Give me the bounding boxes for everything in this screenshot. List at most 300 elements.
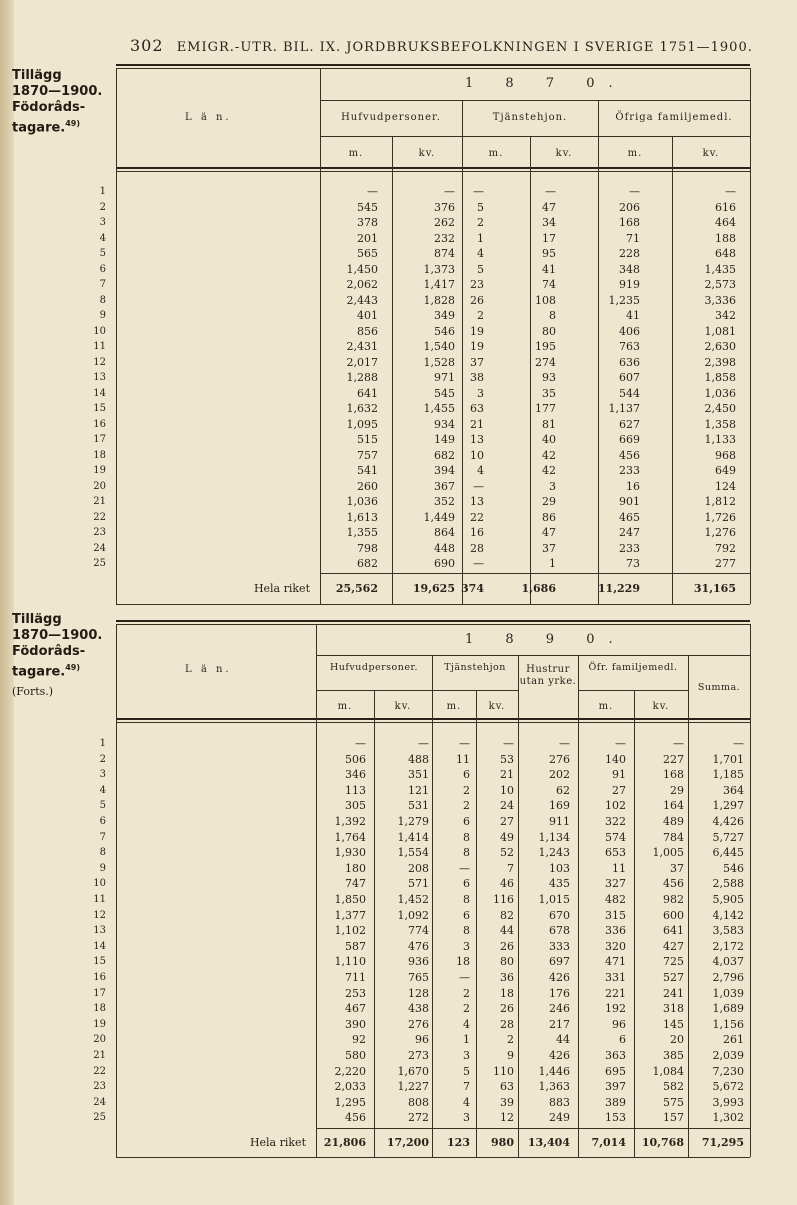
group-header: Hufvudpersoner.: [341, 112, 441, 123]
table-row: [0, 526, 797, 540]
value-cell: 18: [500, 986, 514, 1000]
sub-header: kv.: [488, 701, 506, 712]
value-cell: 1,227: [397, 1080, 429, 1094]
value-cell: 62: [556, 783, 570, 797]
value-cell: 4: [463, 1095, 470, 1109]
value-cell: 318: [663, 1002, 684, 1016]
table-top-rule-thin: [116, 624, 750, 625]
value-cell: 636: [619, 355, 640, 369]
value-cell: 2,220: [334, 1064, 366, 1078]
value-cell: —: [615, 737, 626, 750]
table-row: [0, 987, 797, 1001]
row-number: 24: [93, 542, 106, 554]
total-row: [0, 582, 797, 596]
value-cell: 471: [605, 955, 626, 969]
value-cell: 44: [556, 1033, 570, 1047]
value-cell: 378: [357, 216, 378, 229]
header-bottom-rule-thin: [116, 171, 750, 172]
value-cell: 7: [463, 1080, 470, 1094]
table-row: [0, 971, 797, 985]
value-cell: 798: [357, 541, 378, 555]
value-cell: 682: [434, 448, 455, 462]
rule: [316, 655, 750, 656]
value-cell: 678: [549, 924, 570, 938]
value-cell: 6: [463, 768, 470, 782]
value-cell: 168: [619, 216, 640, 229]
value-cell: 3: [463, 1111, 470, 1125]
value-cell: 249: [549, 1111, 570, 1125]
value-cell: 232: [434, 231, 455, 245]
value-cell: 92: [352, 1033, 366, 1047]
running-title: EMIGR.-UTR. BIL. IX. JORDBRUKSBEFOLKNINGEN I SVERIGE 1751—1900.: [176, 40, 753, 55]
value-cell: 544: [619, 386, 640, 400]
sub-header: m.: [598, 701, 614, 712]
value-cell: 8: [463, 893, 470, 906]
value-cell: 6: [619, 1033, 626, 1047]
value-cell: 93: [542, 371, 556, 384]
value-cell: 116: [493, 893, 514, 906]
value-cell: 20: [670, 1033, 684, 1047]
value-cell: 102: [605, 799, 626, 813]
value-cell: 26: [470, 293, 484, 307]
sub-header: m.: [337, 701, 353, 712]
value-cell: 63: [500, 1080, 514, 1094]
value-cell: 1,446: [538, 1064, 570, 1078]
value-cell: 1,355: [346, 526, 378, 539]
value-cell: 327: [605, 877, 626, 891]
value-cell: 971: [434, 371, 455, 384]
value-cell: —: [473, 185, 484, 198]
rule: [316, 690, 518, 691]
value-cell: 527: [663, 971, 684, 984]
value-cell: 52: [500, 846, 514, 860]
value-cell: 1,726: [704, 510, 736, 524]
total-value: 17,200: [386, 1136, 429, 1149]
value-cell: 5: [477, 200, 484, 214]
value-cell: 274: [535, 355, 556, 369]
value-cell: 140: [605, 752, 626, 766]
value-cell: 690: [434, 557, 455, 570]
value-cell: 711: [345, 971, 366, 984]
value-cell: 4: [477, 247, 484, 260]
row-number: 23: [93, 1081, 106, 1093]
value-cell: 8: [463, 830, 470, 844]
total-value: 980: [491, 1136, 514, 1149]
value-cell: 1,613: [346, 510, 378, 524]
value-cell: 23: [470, 278, 484, 291]
side-heading-1870: [12, 68, 112, 136]
row-number: 6: [99, 816, 106, 827]
value-cell: 1,689: [712, 1002, 744, 1016]
value-cell: 1,528: [423, 355, 455, 369]
value-cell: 18: [456, 955, 470, 969]
total-value: 31,165: [693, 582, 736, 595]
value-cell: 2,796: [712, 971, 744, 984]
row-number: 7: [99, 831, 106, 843]
value-cell: 8: [463, 846, 470, 860]
value-cell: 63: [470, 402, 484, 415]
side-heading-line: 1870—1900.: [12, 628, 103, 643]
value-cell: 1,243: [538, 846, 570, 860]
value-cell: 465: [619, 510, 640, 524]
value-cell: 180: [345, 861, 366, 875]
row-number: 23: [93, 527, 106, 538]
table-row: [0, 247, 797, 261]
value-cell: 2: [463, 1002, 470, 1016]
group-header: Tjänstehjon.: [492, 112, 568, 123]
value-cell: 426: [549, 971, 570, 984]
value-cell: 1,850: [334, 893, 366, 906]
value-cell: 6: [463, 877, 470, 891]
value-cell: 1,554: [397, 846, 429, 860]
value-cell: 901: [619, 495, 640, 508]
value-cell: 2: [463, 986, 470, 1000]
sub-header: kv.: [652, 701, 670, 712]
value-cell: 1: [463, 1033, 470, 1047]
total-rule: [316, 1128, 750, 1129]
value-cell: 227: [663, 752, 684, 766]
year-heading: 1 8 7 0.: [465, 76, 627, 91]
value-cell: 3,583: [712, 924, 744, 938]
table-row: [0, 371, 797, 385]
value-cell: 376: [434, 200, 455, 214]
value-cell: 2,033: [334, 1080, 366, 1094]
value-cell: 261: [723, 1033, 744, 1047]
side-heading-line: tagare.: [12, 664, 66, 680]
side-heading-line: tagare.: [12, 120, 66, 136]
value-cell: 695: [605, 1064, 626, 1078]
value-cell: 96: [415, 1033, 429, 1047]
value-cell: 91: [612, 768, 626, 782]
value-cell: 448: [434, 541, 455, 555]
row-number: 8: [99, 847, 106, 859]
total-value: 11,229: [597, 582, 640, 595]
total-row: [0, 1136, 797, 1150]
value-cell: 21: [500, 768, 514, 782]
value-cell: 1,095: [346, 417, 378, 431]
table-row: [0, 924, 797, 938]
value-cell: 394: [434, 464, 455, 477]
year-heading: 1 8 9 0.: [465, 632, 627, 647]
table-row: [0, 340, 797, 354]
row-number: 12: [93, 909, 106, 921]
value-cell: 121: [408, 783, 429, 797]
value-cell: 28: [470, 541, 484, 555]
row-number: 21: [93, 496, 106, 507]
group-header: Öfr. familjemedl.: [588, 662, 678, 673]
value-cell: 808: [408, 1095, 429, 1109]
table-row: [0, 877, 797, 891]
value-cell: 456: [663, 877, 684, 891]
value-cell: 42: [542, 464, 556, 477]
sub-header: kv.: [394, 701, 412, 712]
value-cell: 10: [500, 783, 514, 797]
row-number: 4: [99, 784, 106, 796]
value-cell: 177: [535, 402, 556, 415]
value-cell: 2: [477, 309, 484, 322]
row-number: 22: [93, 1065, 106, 1077]
value-cell: 467: [345, 1002, 366, 1016]
value-cell: 86: [542, 510, 556, 524]
value-cell: 128: [408, 986, 429, 1000]
table-row: [0, 542, 797, 556]
value-cell: 1,764: [334, 830, 366, 844]
value-cell: 272: [408, 1111, 429, 1125]
value-cell: 2: [463, 799, 470, 813]
value-cell: 792: [715, 541, 736, 555]
total-value: 19,625: [412, 582, 455, 595]
table-row: [0, 893, 797, 907]
value-cell: 1,377: [334, 908, 366, 922]
table-top-rule: [116, 620, 750, 622]
value-cell: 333: [549, 939, 570, 953]
value-cell: 73: [626, 557, 640, 570]
value-cell: 5: [477, 262, 484, 276]
row-number: 3: [99, 217, 106, 228]
value-cell: 35: [542, 386, 556, 400]
value-cell: 164: [663, 799, 684, 813]
value-cell: 406: [619, 324, 640, 338]
table-row: [0, 799, 797, 813]
table-row: [0, 495, 797, 509]
value-cell: 2: [477, 216, 484, 229]
value-cell: 456: [345, 1111, 366, 1125]
sub-header: kv.: [555, 148, 573, 159]
value-cell: 641: [663, 924, 684, 938]
value-cell: 6: [463, 908, 470, 922]
value-cell: 1,812: [704, 495, 736, 508]
value-cell: 397: [605, 1080, 626, 1094]
value-cell: —: [503, 737, 514, 750]
value-cell: —: [733, 737, 744, 750]
value-cell: 5,672: [712, 1080, 744, 1094]
value-cell: 71: [626, 231, 640, 245]
row-number: 10: [93, 878, 106, 890]
value-cell: 37: [470, 355, 484, 369]
value-cell: 2,443: [346, 293, 378, 307]
side-heading-line: Födorâds-: [12, 644, 86, 659]
value-cell: 82: [500, 908, 514, 922]
value-cell: 221: [605, 986, 626, 1000]
value-cell: 2,039: [712, 1049, 744, 1062]
sub-header: m.: [348, 148, 364, 159]
table-row: [0, 909, 797, 923]
value-cell: 1,092: [397, 908, 429, 922]
row-number: 5: [99, 248, 106, 259]
value-cell: 349: [434, 309, 455, 322]
value-cell: 157: [663, 1111, 684, 1125]
value-cell: 34: [542, 216, 556, 229]
table-row: [0, 402, 797, 416]
value-cell: 565: [357, 247, 378, 260]
table-top-rule-thin: [116, 68, 750, 69]
row-number: 5: [99, 800, 106, 812]
value-cell: 545: [434, 386, 455, 400]
table-row: [0, 418, 797, 432]
value-cell: 260: [357, 479, 378, 493]
value-cell: 464: [715, 216, 736, 229]
rule: [320, 100, 750, 101]
row-number: 22: [93, 511, 106, 523]
value-cell: 2,062: [346, 278, 378, 291]
value-cell: 3,993: [712, 1095, 744, 1109]
row-number: 20: [93, 1034, 106, 1046]
row-number: 14: [93, 387, 106, 399]
value-cell: 108: [535, 293, 556, 307]
value-cell: 1,036: [346, 495, 378, 508]
value-cell: 8: [549, 309, 556, 322]
total-label: Hela riket: [253, 582, 310, 595]
value-cell: 6: [463, 815, 470, 828]
rule: [578, 690, 688, 691]
value-cell: 4: [477, 464, 484, 477]
value-cell: 253: [345, 986, 366, 1000]
value-cell: 241: [663, 986, 684, 1000]
value-cell: 103: [549, 861, 570, 875]
value-cell: 2,573: [704, 278, 736, 291]
value-cell: 1,015: [538, 893, 570, 906]
value-cell: 649: [715, 464, 736, 477]
row-number: 1: [99, 186, 106, 197]
value-cell: 1,414: [397, 830, 429, 844]
row-number: 21: [93, 1050, 106, 1061]
value-cell: 81: [542, 417, 556, 431]
value-cell: 21: [470, 417, 484, 431]
value-cell: —: [545, 185, 556, 198]
value-cell: 110: [493, 1064, 514, 1078]
side-heading-1890: [12, 612, 112, 700]
value-cell: 911: [549, 815, 570, 828]
value-cell: 390: [345, 1017, 366, 1031]
value-cell: 169: [549, 799, 570, 813]
table-row: [0, 387, 797, 401]
value-cell: 2,017: [346, 355, 378, 369]
row-number: 3: [99, 769, 106, 781]
table-row: [0, 356, 797, 370]
continued-note: (Forts.): [12, 685, 54, 699]
total-value: 7,014: [591, 1136, 626, 1149]
table-row: [0, 263, 797, 277]
row-number: 16: [93, 418, 106, 430]
value-cell: —: [559, 737, 570, 750]
value-cell: 49: [500, 830, 514, 844]
value-cell: 168: [663, 768, 684, 782]
value-cell: 195: [535, 340, 556, 353]
value-cell: 669: [619, 433, 640, 446]
value-cell: 16: [626, 479, 640, 493]
value-cell: 95: [542, 247, 556, 260]
value-cell: 627: [619, 417, 640, 431]
table-row: [0, 1111, 797, 1125]
value-cell: —: [725, 185, 736, 198]
total-value: 21,806: [323, 1136, 366, 1149]
value-cell: 426: [549, 1049, 570, 1062]
value-cell: 438: [408, 1002, 429, 1016]
value-cell: 1,039: [712, 986, 744, 1000]
value-cell: 435: [549, 877, 570, 891]
row-number: 17: [93, 987, 106, 999]
value-cell: 1,185: [712, 768, 744, 782]
side-heading-line: 1870—1900.: [12, 84, 103, 99]
value-cell: 3: [463, 1049, 470, 1062]
group-header: Tjänstehjon: [444, 662, 506, 673]
value-cell: 856: [357, 324, 378, 338]
total-value: 71,295: [701, 1136, 744, 1149]
table-row: [0, 216, 797, 230]
value-cell: 2: [507, 1033, 514, 1047]
value-cell: 11: [456, 752, 470, 766]
row-number: 19: [93, 1018, 106, 1030]
value-cell: 2,172: [712, 939, 744, 953]
value-cell: 8: [463, 924, 470, 938]
value-cell: 874: [434, 247, 455, 260]
value-cell: —: [473, 479, 484, 493]
row-number: 15: [93, 956, 106, 968]
row-number: 7: [99, 279, 106, 290]
value-cell: 367: [434, 479, 455, 493]
value-cell: 208: [408, 861, 429, 875]
value-cell: 968: [715, 448, 736, 462]
value-cell: 16: [470, 526, 484, 539]
value-cell: 600: [663, 908, 684, 922]
value-cell: 763: [619, 340, 640, 353]
value-cell: 3: [463, 939, 470, 953]
value-cell: 580: [345, 1049, 366, 1062]
value-cell: 1,081: [704, 324, 736, 338]
value-cell: 44: [500, 924, 514, 938]
value-cell: 346: [345, 768, 366, 782]
value-cell: 784: [663, 830, 684, 844]
value-cell: 19: [470, 324, 484, 338]
value-cell: 5,905: [712, 893, 744, 906]
row-number: 18: [93, 449, 106, 461]
table-row: [0, 862, 797, 876]
value-cell: 364: [723, 783, 744, 797]
table-row: [0, 737, 797, 751]
group-header: Öfriga familjemedl.: [615, 112, 733, 123]
value-cell: 4,426: [712, 815, 744, 828]
value-cell: 46: [500, 877, 514, 891]
value-cell: 41: [542, 262, 556, 276]
value-cell: 47: [542, 200, 556, 214]
row-number: 2: [99, 201, 106, 213]
value-cell: 1,156: [712, 1017, 744, 1031]
row-number: 10: [93, 325, 106, 337]
value-cell: 765: [408, 971, 429, 984]
group-header: Summa.: [697, 682, 741, 693]
value-cell: 1,435: [704, 262, 736, 276]
total-label: Hela riket: [249, 1136, 306, 1149]
row-number: 25: [93, 1112, 106, 1124]
value-cell: —: [459, 861, 470, 875]
value-cell: 352: [434, 495, 455, 508]
value-cell: 476: [408, 939, 429, 953]
value-cell: 27: [500, 815, 514, 828]
sub-header: m.: [627, 148, 643, 159]
row-number: 18: [93, 1003, 106, 1015]
value-cell: 682: [357, 557, 378, 570]
table-row: [0, 846, 797, 860]
footnote-ref: 49): [65, 119, 81, 128]
value-cell: 506: [345, 752, 366, 766]
value-cell: 22: [470, 510, 484, 524]
value-cell: —: [473, 557, 484, 570]
value-cell: 37: [670, 861, 684, 875]
lan-column-header: L ä n.: [185, 112, 232, 123]
value-cell: 456: [619, 448, 640, 462]
sub-header: m.: [488, 148, 504, 159]
value-cell: 2,398: [704, 355, 736, 369]
